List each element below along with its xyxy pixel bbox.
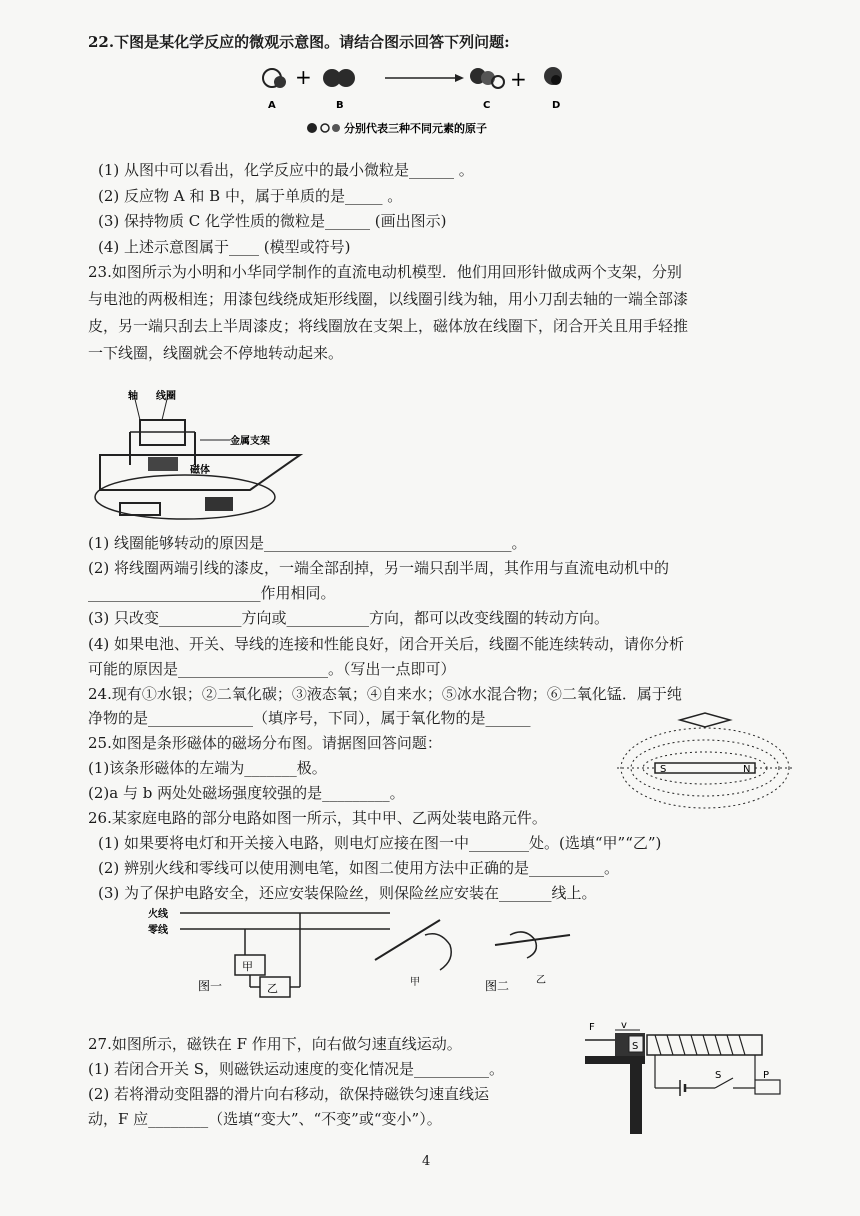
q27-item-2-cont: 动，F 应________（选填“变大”、“不变”或“变小”）。: [88, 1110, 442, 1128]
label-live-wire: 火线: [148, 909, 168, 920]
molecule-b: [323, 69, 355, 87]
svg-text:+: +: [510, 67, 527, 91]
q27-electromagnet-diagram: [585, 1018, 785, 1138]
label-coil: 线圈: [156, 391, 176, 402]
pole-left: S: [660, 764, 667, 775]
q22-item-2: (2) 反应物 A 和 B 中，属于单质的是_____ 。: [98, 187, 403, 205]
molecule-d: [544, 67, 562, 85]
q26-circuit-diagram: [140, 905, 580, 1000]
q23-item-4: (4) 如果电池、开关、导线的连接和性能良好，闭合开关后，线圈不能连续转动，请你分析: [88, 635, 685, 653]
pole-right: N: [743, 764, 751, 775]
q25-line-2: (1)该条形磁体的左端为_______极。: [88, 759, 327, 777]
q22-item-4: (4) 上述示意图属于____ (模型或符号): [98, 238, 351, 256]
q24-line-1: 24.现有①水银；②二氧化碳；③液态氧；④自来水；⑤冰水混合物；⑥二氧化锰．属于纯: [88, 685, 682, 703]
q23-intro-4: 一下线圈，线圈就会不停地转动起来。: [88, 344, 344, 362]
label-d: D: [552, 100, 561, 111]
molecule-c: [470, 68, 504, 88]
legend-atoms: [307, 123, 340, 133]
q23-item-2: (2) 将线圈两端引线的漆皮，一端全部刮掉，另一端只刮半周，其作用与直流电动机中的: [88, 559, 670, 577]
label-fig2: 图二: [485, 979, 510, 993]
label-axis: 轴: [128, 391, 138, 402]
label-v: v: [621, 1020, 627, 1031]
label-magnet-pole: S: [632, 1041, 639, 1052]
legend-text: 分别代表三种不同元素的原子: [344, 122, 487, 135]
q22-reaction-diagram: [250, 60, 590, 150]
label-b: B: [336, 100, 344, 111]
q26-line-1: 26.某家庭电路的部分电路如图一所示，其中甲、乙两处装电路元件。: [88, 809, 547, 827]
q26-item-3: (3) 为了保护电路安全，还应安装保险丝，则保险丝应安装在_______线上。: [98, 884, 597, 902]
label-neutral-wire: 零线: [148, 925, 168, 936]
q27-item-1: (1) 若闭合开关 S，则磁铁运动速度的变化情况是__________。: [88, 1060, 505, 1078]
label-switch: S: [715, 1070, 722, 1081]
label-pen-jia: 甲: [410, 977, 420, 988]
q22-item-3: (3) 保持物质 C 化学性质的微粒是______ (画出图示): [98, 212, 447, 230]
q25-line-1: 25.如图是条形磁体的磁场分布图。请据图回答问题：: [88, 734, 442, 752]
q26-item-1: (1) 如果要将电灯和开关接入电路，则电灯应接在图一中________处。(选填“甲”“乙”): [98, 834, 662, 852]
q22-item-1: (1) 从图中可以看出，化学反应中的最小微粒是______ 。: [98, 161, 474, 179]
label-yi-box: 乙: [267, 982, 278, 995]
label-c: C: [483, 100, 491, 111]
page-number: 4: [422, 1154, 431, 1169]
q23-item-1: (1) 线圈能够转动的原因是_________________________________。: [88, 534, 527, 552]
q26-item-2: (2) 辨别火线和零线可以使用测电笔，如图二使用方法中正确的是__________。: [98, 859, 620, 877]
q23-intro-2: 与电池的两极相连；用漆包线绕成矩形线圈，以线圈引线为轴，用小刀刮去轴的一端全部漆: [88, 290, 689, 308]
q27-line-1: 27.如图所示，磁铁在 F 作用下，向右做匀速直线运动。: [88, 1035, 462, 1053]
svg-text:+: +: [295, 65, 312, 89]
q23-item-4-cont: 可能的原因是____________________。（写出一点即可）: [88, 660, 456, 678]
q23-item-2-cont: _______________________作用相同。: [88, 584, 336, 602]
label-magnet: 磁体: [190, 465, 210, 476]
q22-title: 22.下图是某化学反应的微观示意图。请结合图示回答下列问题:: [88, 33, 510, 51]
q25-magnet-field-diagram: [615, 705, 795, 815]
q25-line-3: (2)a 与 b 两处处磁场强度较强的是_________。: [88, 784, 405, 802]
label-fig1: 图一: [198, 979, 223, 993]
q23-motor-diagram: [90, 385, 320, 525]
label-jia: 甲: [242, 960, 253, 973]
label-bracket: 金属支架: [230, 436, 270, 447]
q24-line-2: 净物的是______________（填序号，下同），属于氧化物的是______: [88, 709, 531, 727]
molecule-a: [263, 69, 286, 88]
q27-item-2: (2) 若将滑动变阻器的滑片向右移动，欲保持磁铁匀速直线运: [88, 1085, 490, 1103]
label-pen-yi: 乙: [536, 975, 546, 986]
q23-item-3: (3) 只改变___________方向或___________方向，都可以改变线圈的转动方向。: [88, 609, 610, 627]
label-p: P: [763, 1070, 770, 1081]
q23-intro-3: 皮，另一端只刮去上半周漆皮；将线圈放在支架上，磁体放在线圈下，闭合开关且用手轻推: [88, 317, 689, 335]
q23-intro-1: 23.如图所示为小明和小华同学制作的直流电动机模型．他们用回形针做成两个支架，分别: [88, 263, 682, 281]
label-f: F: [589, 1022, 595, 1033]
label-a: A: [268, 100, 276, 111]
